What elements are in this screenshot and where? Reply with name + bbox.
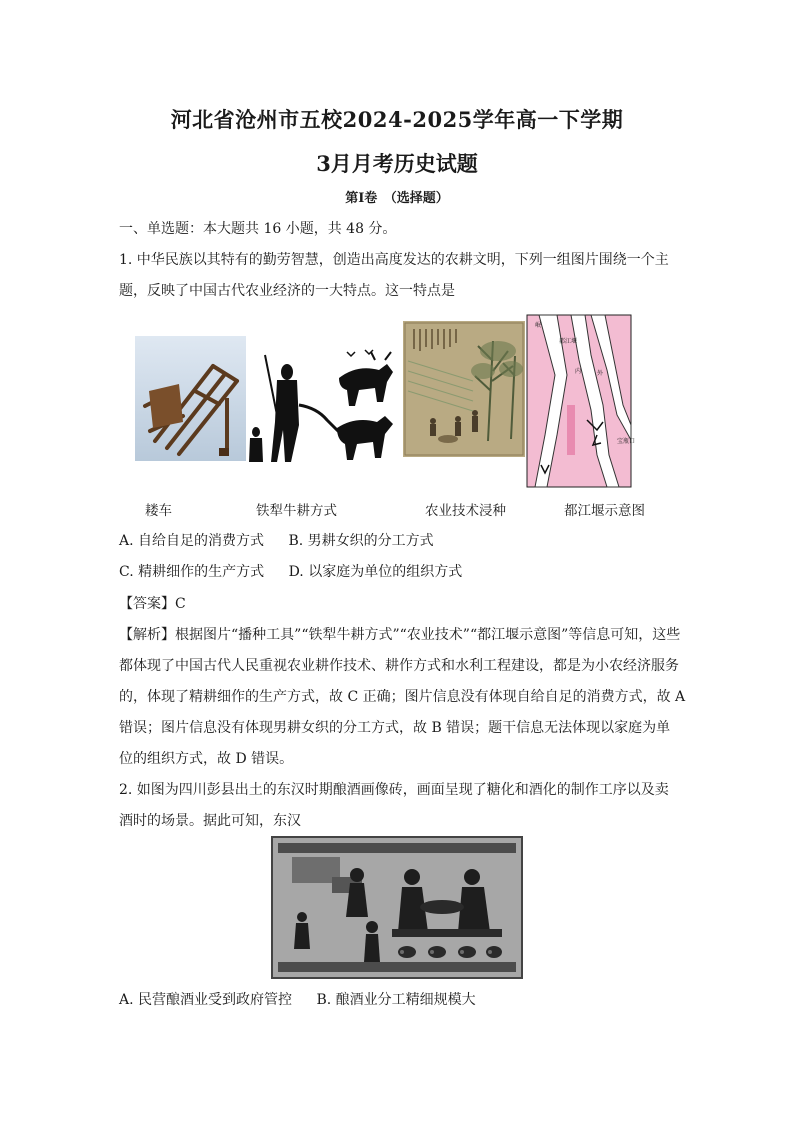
q1-options-row2	[119, 561, 462, 581]
q1-figure-row	[135, 315, 635, 495]
svg-text:宝瓶口: 宝瓶口	[617, 438, 636, 445]
q1-analysis-line4: 错误；图片信息没有体现男耕女织的分工方式，故 B 错误；题干信息无法体现以家庭为单	[119, 720, 671, 736]
q1-stem-line2: 题，反映了中国古代农业经济的一大特点。这一特点是	[119, 283, 455, 299]
q1-option-a: A. 自给自足的消费方式	[119, 533, 265, 549]
q2-stem-line2: 酒时的场景。据此可知，东汉	[119, 813, 301, 829]
q2-stem-line1: 2. 如图为四川彭县出土的东汉时期酿酒画像砖，画面呈现了糖化和酒化的制作工序以及卖	[119, 782, 669, 798]
caption-seed-drill: 耧车	[145, 503, 172, 519]
section-heading: 一、单选题：本大题共 16 小题，共 48 分。	[119, 221, 397, 237]
seed-soaking-painting-image	[403, 321, 525, 457]
dujiangyan-map-image	[527, 315, 636, 487]
caption-ox-plough: 铁犁牛耕方式	[256, 503, 337, 519]
ox-plough-rubbing-image	[247, 350, 395, 465]
brewing-brick-image	[272, 837, 522, 978]
q1-analysis-line3: 的，体现了精耕细作的生产方式，故 C 正确；图片信息没有体现自给自足的消费方式，故 A	[119, 689, 686, 705]
q1-stem-line1: 1. 中华民族以其特有的勤劳智慧，创造出高度发达的农耕文明，下列一组图片围绕一个主	[119, 252, 669, 268]
q1-analysis-line5: 位的组织方式，故 D 错误。	[119, 751, 294, 767]
q1-options-row1	[119, 530, 434, 550]
q2-option-a: A. 民营酿酒业受到政府管控	[119, 992, 293, 1008]
q1-option-d: D. 以家庭为单位的组织方式	[288, 564, 463, 580]
volume-label: 第Ⅰ卷 （选择题）	[345, 191, 449, 206]
q1-option-b: B. 男耕女织的分工方式	[288, 533, 434, 549]
caption-seed-soaking: 农业技术浸种	[425, 503, 506, 519]
q1-option-c: C. 精耕细作的生产方式	[119, 564, 265, 580]
seed-drill-image	[135, 336, 246, 461]
q2-options-row1	[119, 989, 476, 1009]
svg-text:都江堰: 都江堰	[559, 338, 578, 345]
q1-answer: 【答案】C	[119, 596, 186, 612]
svg-text:岷: 岷	[535, 322, 542, 329]
q1-analysis-line2: 都体现了中国古代人民重视农业耕作技术、耕作方式和水利工程建设，都是为小农经济服务	[119, 658, 679, 674]
svg-text:内: 内	[575, 368, 582, 375]
exam-title-line2: 3月月考历史试题	[316, 151, 478, 176]
q1-analysis-line1: 【解析】根据图片“播种工具”“铁犁牛耕方式”“农业技术”“都江堰示意图”等信息可知，这些	[119, 627, 681, 643]
q2-option-b: B. 酿酒业分工精细规模大	[316, 992, 476, 1008]
caption-dujiangyan: 都江堰示意图	[564, 503, 645, 519]
exam-title-line1: 河北省沧州市五校2024-2025学年高一下学期	[170, 107, 624, 132]
svg-text:外: 外	[597, 370, 604, 377]
